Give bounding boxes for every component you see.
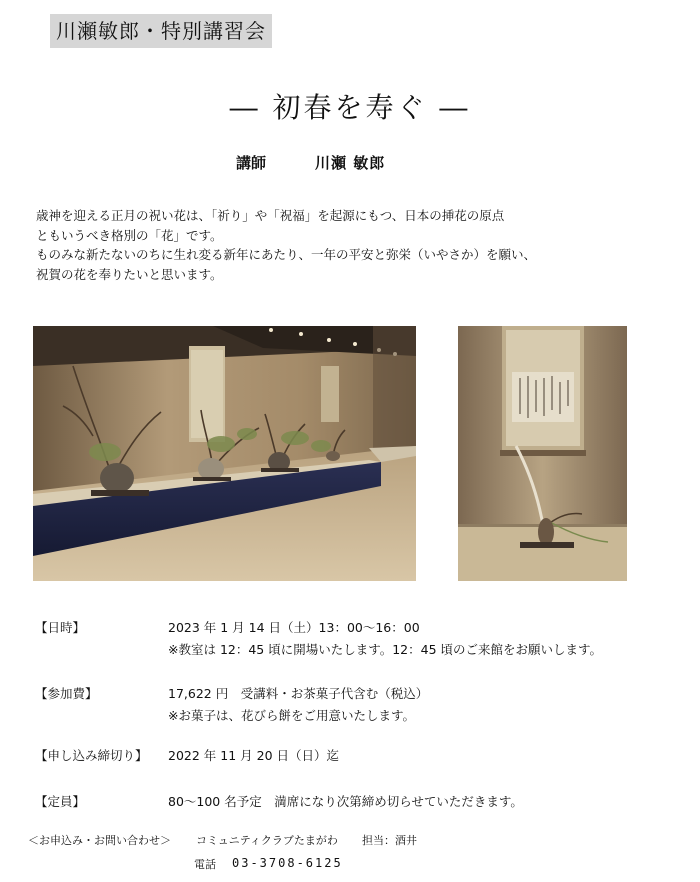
contact-person: 担当：酒井 <box>362 834 417 847</box>
fee-note: ※お菓子は、花びら餅をご用意いたします。 <box>168 708 415 723</box>
fee-row <box>0 684 700 728</box>
page-title: ― 初春を寿ぐ ― <box>229 91 471 124</box>
deadline-label: 【申し込み締切り】 <box>35 748 148 763</box>
date-note: ※教室は 12：45 頃に開場いたします。12：45 頃のご来館をお願いします。 <box>168 642 603 657</box>
org-name: コミュニティクラブたまがわ <box>196 834 338 847</box>
date-label: 【日時】 <box>35 620 86 635</box>
phone-label: 電話 <box>194 858 216 871</box>
capacity-row <box>0 792 700 812</box>
intro-line: 祝賀の花を奉りたいと思います。 <box>36 266 223 282</box>
deadline-value: 2022 年 11 月 20 日（日）迄 <box>168 748 339 763</box>
intro-line: ものみな新たないのちに生れ変る新年にあたり、一年の平安と弥栄（いやさか）を願い、 <box>36 247 537 262</box>
deadline-row <box>0 746 700 766</box>
contact-label: ＜お申込み・お問い合わせ＞ <box>28 834 171 847</box>
capacity-value: 80〜100 名予定 満席になり次第締め切らせていただきます。 <box>168 794 523 809</box>
scroll-photo <box>458 326 627 581</box>
date-row <box>0 618 700 662</box>
intro-line: 歳神を迎える正月の祝い花は、「祈り」や「祝福」を起源にもつ、日本の挿花の原点 <box>36 208 505 223</box>
phone-line <box>0 856 700 874</box>
intro-line: ともいうべき格別の「花」です。 <box>36 227 223 243</box>
series-title: 川瀬敏郎・特別講習会 <box>50 14 272 48</box>
phone-number: 03-3708-6125 <box>232 856 343 870</box>
instructor-role: 講師 <box>236 154 267 172</box>
fee-label: 【参加費】 <box>35 686 98 701</box>
fee-value: 17,622 円 受講料・お茶菓子代含む（税込） <box>168 686 429 701</box>
date-value: 2023 年 1 月 14 日（土）13：00〜16：00 <box>168 620 420 635</box>
capacity-label: 【定員】 <box>35 794 86 809</box>
gallery-photo <box>33 326 416 581</box>
intro-text <box>36 206 676 284</box>
contact-line <box>0 832 700 850</box>
instructor-name: 川瀬 敏郎 <box>315 154 386 172</box>
